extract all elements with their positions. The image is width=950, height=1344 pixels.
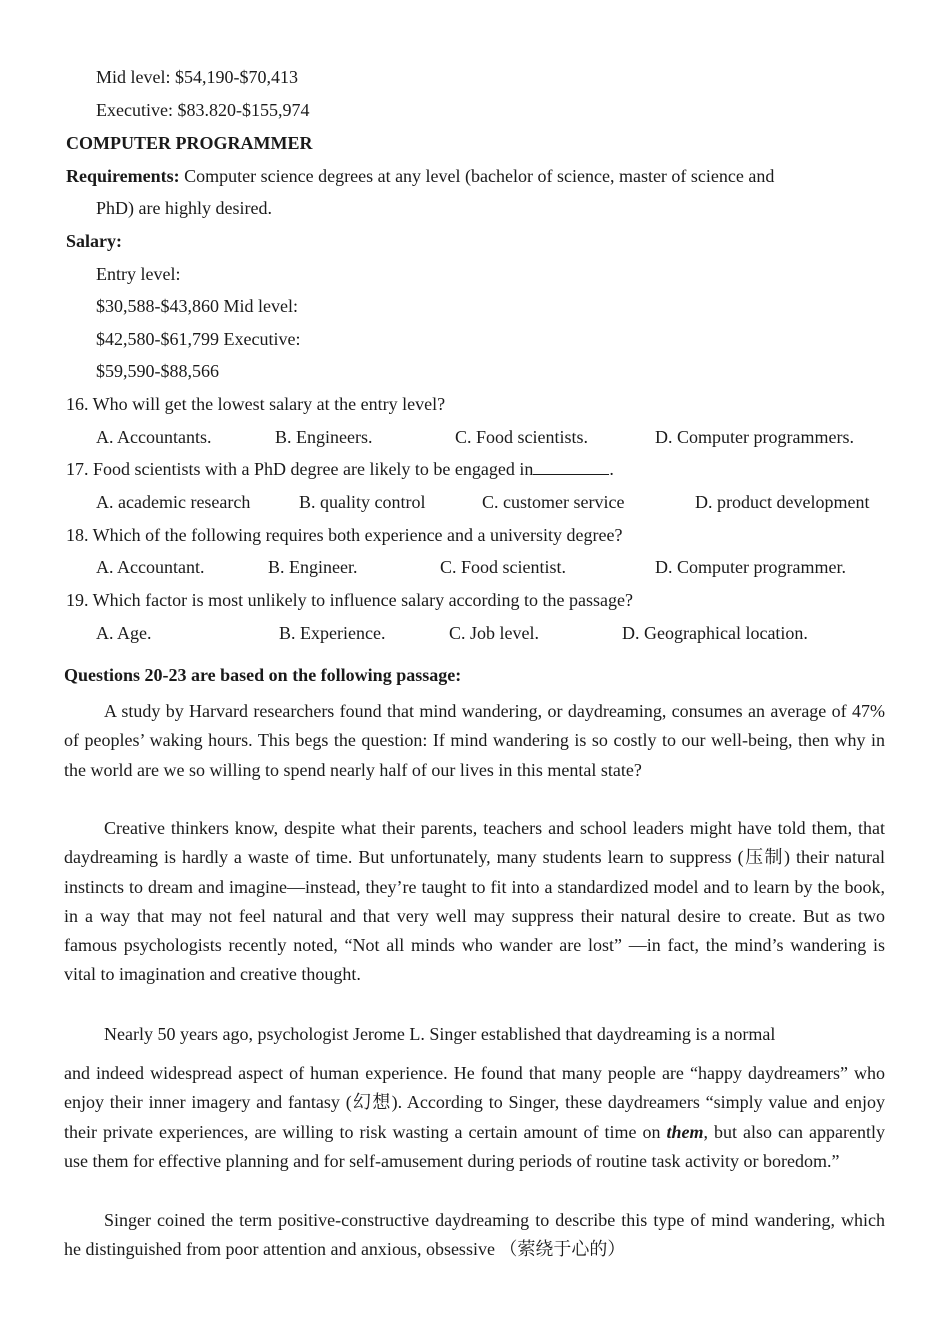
passage-paragraph-3-cont (64, 1059, 885, 1176)
passage-paragraph-3 (64, 1020, 885, 1049)
paragraph-text: A study by Harvard researchers found that mind wandering, or daydreaming, consumes an average of 47% of peoples’ waking hours. This begs the question: If mind wandering is so costly to our well-being, then why in the world are we so willing to spend nearly half of our lives in this mental state? (64, 701, 885, 780)
requirements-text: Computer science degrees at any level (bachelor of science, master of science and (179, 166, 775, 186)
salary-executive: Executive: $83.820-$155,974 (96, 100, 310, 120)
paragraph-text: , but also can apparently use them for effective planning and for self-amusement during periods of routine task activity or boredom.” (64, 1121, 885, 1171)
option-b[interactable]: B. Experience. (279, 623, 386, 643)
question-17-options (96, 491, 896, 513)
question-17-stem (66, 458, 614, 480)
salary-line: Entry level: (96, 264, 181, 284)
question-18-options (96, 556, 896, 578)
option-d[interactable]: D. product development (695, 492, 870, 512)
requirements-text-cont: PhD) are highly desired. (96, 198, 272, 218)
option-c[interactable]: C. customer service (482, 492, 625, 512)
option-b[interactable]: B. quality control (299, 492, 426, 512)
salary-mid-level: Mid level: $54,190-$70,413 (96, 67, 298, 87)
option-c[interactable]: C. Food scientist. (440, 557, 567, 577)
answer-blank (533, 458, 609, 475)
salary-line: $59,590-$88,566 (96, 361, 219, 381)
salary-label: Salary: (66, 231, 122, 251)
passage-paragraph-1 (64, 697, 885, 785)
question-19-options (96, 622, 896, 644)
option-d[interactable]: D. Computer programmers. (655, 427, 854, 447)
option-c[interactable]: C. Job level. (449, 623, 539, 643)
question-19-stem: 19. Which factor is most unlikely to influence salary according to the passage? (66, 590, 633, 610)
requirements-label: Requirements: (66, 166, 180, 186)
passage-paragraph-4 (64, 1206, 885, 1265)
question-17-text: 17. Food scientists with a PhD degree are likely to be engaged in (66, 459, 534, 479)
option-b[interactable]: B. Engineers. (275, 427, 373, 447)
option-a[interactable]: A. Age. (96, 623, 152, 643)
option-d[interactable]: D. Geographical location. (622, 623, 808, 643)
passage-paragraph-2 (64, 814, 885, 990)
question-18-stem: 18. Which of the following requires both experience and a university degree? (66, 525, 623, 545)
emphasized-word: them (666, 1121, 704, 1142)
paragraph-text: Creative thinkers know, despite what their parents, teachers and school leaders might have told them, that daydreaming is hardly a waste of time. But unfortunately, many students learn to suppress (压制) their natural instincts to dream and imagine—instead, they’re taught to fit into a standardized model and to learn by the book, in a way that may not feel natural and that very well may suppress their natural desire to create. But as two famous psychologists recently noted, “Not all minds who wander are lost” —in fact, the mind’s wandering is vital to imagination and creative thought. (64, 818, 885, 985)
option-a[interactable]: A. Accountant. (96, 557, 205, 577)
option-d[interactable]: D. Computer programmer. (655, 557, 846, 577)
requirements-line (66, 165, 774, 187)
passage-heading: Questions 20-23 are based on the following passage: (64, 665, 462, 685)
option-b[interactable]: B. Engineer. (268, 557, 358, 577)
question-16-options (96, 426, 896, 448)
paragraph-text: Singer coined the term positive-constructive daydreaming to describe this type of mind wandering, which he distinguished from poor attention and anxious, obsessive （萦绕于心的） (64, 1210, 885, 1260)
question-16-stem: 16. Who will get the lowest salary at the entry level? (66, 394, 446, 414)
section-heading: COMPUTER PROGRAMMER (66, 133, 313, 153)
paragraph-text: Nearly 50 years ago, psychologist Jerome L. Singer established that daydreaming is a normal (104, 1024, 776, 1044)
question-17-end: . (609, 459, 614, 479)
paragraph-text: and indeed widespread aspect of human experience. He found that many people are “happy daydreamers” who enjoy their inner imagery and fantasy (幻想). According to Singer, these daydreamers “simply value and enjoy their private experiences, are willing to risk wasting a certain amount of time on (64, 1063, 885, 1142)
option-a[interactable]: A. academic research (96, 492, 251, 512)
salary-line: $30,588-$43,860 Mid level: (96, 296, 298, 316)
option-a[interactable]: A. Accountants. (96, 427, 212, 447)
option-c[interactable]: C. Food scientists. (455, 427, 589, 447)
salary-line: $42,580-$61,799 Executive: (96, 329, 301, 349)
